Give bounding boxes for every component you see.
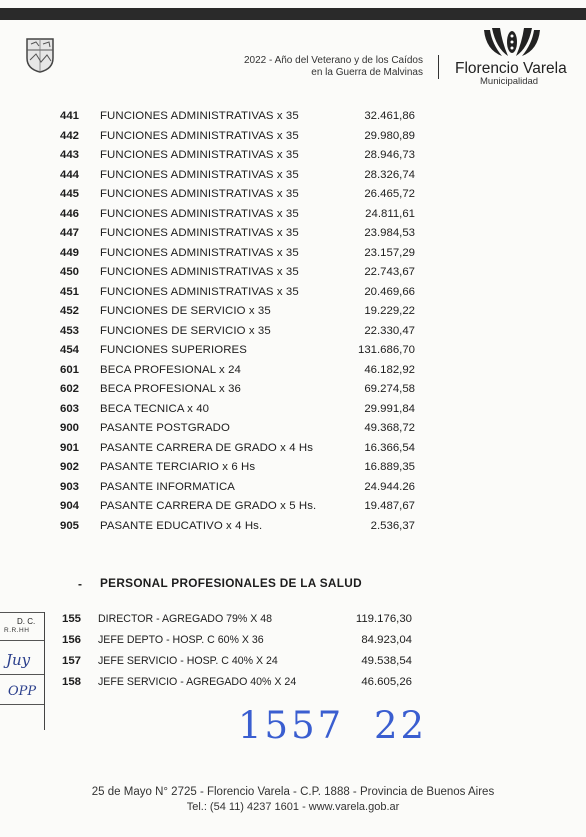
description-cell: FUNCIONES DE SERVICIO x 35 [100, 324, 271, 337]
amount-cell: 19.487,67 [364, 500, 415, 512]
description-cell: FUNCIONES ADMINISTRATIVAS x 35 [100, 207, 299, 220]
table-row [0, 672, 586, 693]
description-cell: BECA PROFESIONAL x 36 [100, 383, 241, 395]
description-cell: PASANTE INFORMATICA [100, 480, 236, 493]
code-cell: 449 [60, 246, 80, 259]
amount-cell: 69.274,58 [364, 383, 415, 395]
amount-cell: 119.176,30 [355, 613, 412, 625]
table-row [0, 630, 586, 651]
amount-cell: 46.182,92 [364, 363, 415, 376]
amount-cell: 49.368,72 [364, 422, 415, 434]
amount-cell: 29.980,89 [364, 129, 415, 142]
description-cell: FUNCIONES ADMINISTRATIVAS x 35 [100, 266, 299, 278]
code-cell: 904 [60, 500, 80, 512]
amount-cell: 24.811,61 [365, 207, 415, 220]
top-scan-bar [0, 8, 586, 20]
description-cell: FUNCIONES ADMINISTRATIVAS x 35 [100, 285, 299, 298]
table-row [0, 517, 586, 536]
description-cell: PASANTE EDUCATIVO x 4 Hs. [100, 519, 263, 532]
header-tagline [244, 55, 423, 79]
brand-subtitle: Municipalidad [480, 76, 539, 87]
amount-cell: 22.330,47 [364, 324, 415, 337]
description-cell: JEFE DEPTO - HOSP. C 60% X 36 [98, 634, 264, 646]
code-cell: 450 [60, 266, 80, 278]
amount-cell: 16.366,54 [364, 441, 415, 454]
amount-cell: 19.229,22 [364, 305, 415, 317]
code-cell: 900 [60, 422, 80, 434]
code-cell: 158 [62, 676, 82, 688]
table-row [0, 478, 586, 497]
table-row [0, 380, 586, 399]
code-cell: 442 [60, 129, 80, 142]
folio-stamp-year: 22 [374, 704, 428, 747]
code-cell: 453 [60, 324, 80, 337]
stamp-header: D. C. [17, 617, 36, 626]
amount-cell: 84.923,04 [361, 634, 412, 646]
table-row [0, 205, 586, 224]
amount-cell: 46.605,26 [361, 676, 412, 688]
amount-cell: 23.157,29 [364, 246, 415, 259]
table-row [0, 322, 586, 341]
code-cell: 901 [60, 441, 80, 454]
code-cell: 905 [60, 519, 80, 532]
florencio-varela-logo-icon [480, 26, 544, 60]
code-cell: 902 [60, 461, 80, 473]
handwritten-initials: Juy [6, 651, 31, 669]
description-cell: FUNCIONES ADMINISTRATIVAS x 35 [100, 227, 299, 239]
table-row [0, 244, 586, 263]
code-cell: 451 [60, 285, 80, 298]
description-cell: FUNCIONES ADMINISTRATIVAS x 35 [100, 110, 299, 122]
stamp-subheader: R.R.HH [4, 627, 30, 634]
table-row [0, 361, 586, 380]
table-row [0, 127, 586, 146]
description-cell: JEFE SERVICIO - HOSP. C 40% X 24 [98, 655, 278, 667]
table-row [0, 283, 586, 302]
code-cell: 156 [62, 634, 82, 646]
table-row [0, 302, 586, 321]
code-cell: 157 [62, 655, 82, 667]
amount-cell: 32.461,86 [364, 110, 415, 122]
amount-cell: 29.991,84 [364, 402, 415, 415]
section-title: PERSONAL PROFESIONALES DE LA SALUD [100, 576, 362, 590]
description-cell: FUNCIONES ADMINISTRATIVAS x 35 [100, 149, 299, 161]
table-row [0, 263, 586, 282]
description-cell: PASANTE CARRERA DE GRADO x 5 Hs. [100, 500, 317, 512]
table-row [0, 609, 586, 630]
tagline-line1: 2022 - Año del Veterano y de los Caídos [243, 55, 423, 66]
description-cell: FUNCIONES SUPERIORES [100, 344, 247, 356]
tagline-line2: en la Guerra de Malvinas [311, 67, 423, 78]
section-bullet: - [78, 577, 82, 591]
description-cell: FUNCIONES ADMINISTRATIVAS x 35 [100, 168, 299, 181]
code-cell: 446 [60, 207, 80, 220]
code-cell: 452 [60, 305, 80, 317]
description-cell: BECA TECNICA x 40 [100, 402, 210, 415]
amount-cell: 28.946,73 [364, 149, 415, 161]
description-cell: PASANTE POSTGRADO [100, 422, 230, 434]
amount-cell: 24.944.26 [364, 480, 415, 493]
amount-cell: 49.538,54 [361, 655, 412, 667]
description-cell: PASANTE CARRERA DE GRADO x 4 Hs [100, 441, 314, 454]
table-row [0, 439, 586, 458]
description-cell: BECA PROFESIONAL x 24 [100, 363, 241, 376]
code-cell: 602 [60, 383, 80, 395]
table-row [0, 341, 586, 360]
amount-cell: 23.984,53 [364, 227, 415, 239]
code-cell: 441 [60, 110, 80, 122]
code-cell: 445 [60, 188, 80, 200]
code-cell: 903 [60, 480, 80, 493]
amount-cell: 22.743,67 [364, 266, 415, 278]
code-cell: 447 [60, 227, 80, 239]
table-row [0, 458, 586, 477]
municipal-shield-icon [24, 36, 56, 74]
table-row [0, 400, 586, 419]
code-cell: 603 [60, 402, 80, 415]
description-cell: FUNCIONES DE SERVICIO x 35 [100, 305, 271, 317]
description-cell: FUNCIONES ADMINISTRATIVAS x 35 [100, 246, 299, 259]
table-row [0, 224, 586, 243]
table-row [0, 185, 586, 204]
table-row [0, 651, 586, 672]
description-cell: PASANTE TERCIARIO x 6 Hs [100, 461, 256, 473]
description-cell: FUNCIONES ADMINISTRATIVAS x 35 [100, 188, 299, 200]
code-cell: 443 [60, 149, 80, 161]
table-row [0, 419, 586, 438]
code-cell: 601 [60, 363, 80, 376]
header-divider [438, 55, 439, 79]
table-row [0, 146, 586, 165]
description-cell: FUNCIONES ADMINISTRATIVAS x 35 [100, 129, 299, 142]
footer-contact: Tel.: (54 11) 4237 1601 - www.varela.gob.ar [186, 801, 400, 813]
amount-cell: 2.536,37 [370, 519, 415, 532]
table-row [0, 497, 586, 516]
table-row [0, 107, 586, 126]
description-cell: DIRECTOR - AGREGADO 79% X 48 [98, 613, 273, 625]
table-row [0, 166, 586, 185]
amount-cell: 131.686,70 [357, 344, 415, 356]
folio-stamp-number: 1557 [238, 704, 345, 747]
amount-cell: 16.889,35 [364, 461, 415, 473]
handwritten-initials: OPP [8, 684, 37, 699]
description-cell: JEFE SERVICIO - AGREGADO 40% X 24 [98, 676, 297, 688]
footer-address: 25 de Mayo N° 2725 - Florencio Varela - C.P. 1888 - Provincia de Buenos Aires [91, 786, 495, 798]
brand-name: Florencio Varela [455, 60, 567, 77]
amount-cell: 26.465,72 [364, 188, 415, 200]
code-cell: 155 [62, 613, 82, 625]
code-cell: 454 [60, 344, 80, 356]
code-cell: 444 [60, 168, 80, 181]
amount-cell: 28.326,74 [364, 168, 415, 181]
amount-cell: 20.469,66 [364, 285, 415, 298]
